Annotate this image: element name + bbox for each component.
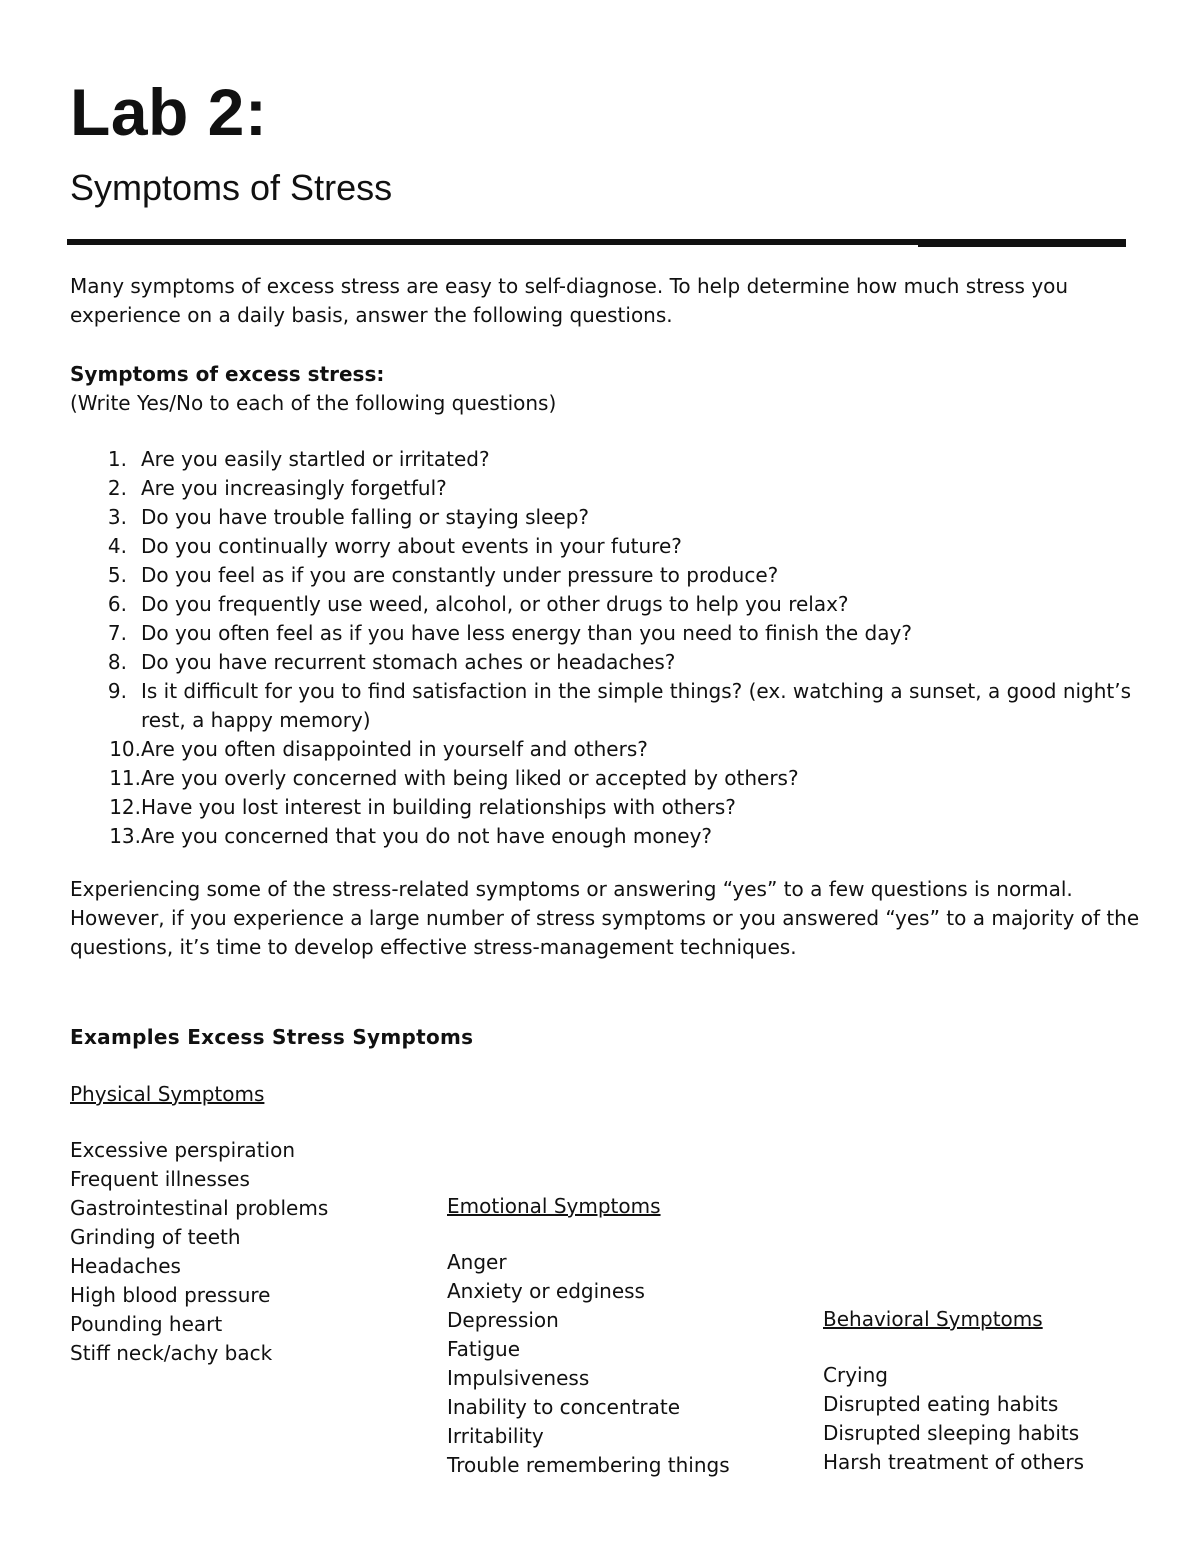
question-item (70, 648, 1140, 677)
intro-paragraph: Many symptoms of excess stress are easy to self-diagnose. To help determine how much stress you experience on a daily basis, answer the following questions. (70, 274, 1069, 327)
emotional-symptom-item: Trouble remembering things (447, 1453, 730, 1477)
questionnaire-heading: Symptoms of excess stress: (70, 362, 385, 386)
question-item (70, 532, 1140, 561)
question-number: 3. (107, 505, 127, 529)
emotional-symptoms-heading: Emotional Symptoms (447, 1194, 661, 1218)
physical-symptoms-heading: Physical Symptoms (70, 1082, 265, 1106)
emotional-symptom-item: Inability to concentrate (447, 1395, 681, 1419)
emotional-symptom-item: Depression (447, 1308, 559, 1332)
question-text: Do you continually worry about events in your future? (141, 534, 682, 558)
behavioral-symptoms-list (823, 1361, 1084, 1477)
question-text: Are you concerned that you do not have enough money? (141, 824, 713, 848)
physical-symptom-item: Gastrointestinal problems (70, 1196, 329, 1220)
emotional-symptom-item: Anxiety or edginess (447, 1279, 645, 1303)
page-subtitle: Symptoms of Stress (70, 167, 393, 208)
behavioral-symptom-item: Crying (823, 1363, 888, 1387)
emotional-symptom-item: Irritability (447, 1424, 544, 1448)
question-number: 10. (109, 737, 141, 761)
behavioral-symptoms-heading: Behavioral Symptoms (823, 1307, 1043, 1331)
physical-symptom-item: Grinding of teeth (70, 1225, 241, 1249)
question-item (70, 735, 1140, 764)
question-item (70, 822, 1140, 851)
question-text: Do you feel as if you are constantly under pressure to produce? (141, 563, 779, 587)
physical-symptom-item: Headaches (70, 1254, 181, 1278)
question-number: 12. (109, 795, 141, 819)
question-text: Is it difficult for you to find satisfaction in the simple things? (ex. watching a sunset, a good night’s rest, a happy memory) (141, 679, 1132, 732)
question-text: Have you lost interest in building relationships with others? (141, 795, 736, 819)
question-item (70, 793, 1140, 822)
question-item (70, 619, 1140, 648)
question-number: 9. (107, 679, 127, 703)
physical-symptom-item: High blood pressure (70, 1283, 271, 1307)
questionnaire-instruction: (Write Yes/No to each of the following questions) (70, 391, 557, 415)
question-text: Are you increasingly forgetful? (141, 476, 447, 500)
question-item (70, 764, 1140, 793)
physical-symptoms-list (70, 1136, 328, 1368)
page-title: Lab 2: (70, 75, 268, 149)
title-divider-accent (918, 239, 1126, 247)
question-number: 2. (107, 476, 127, 500)
physical-symptom-item: Excessive perspiration (70, 1138, 295, 1162)
question-number: 5. (107, 563, 127, 587)
question-item (70, 474, 1140, 503)
emotional-symptoms-list (447, 1248, 730, 1480)
question-number: 4. (107, 534, 127, 558)
physical-symptom-item: Pounding heart (70, 1312, 223, 1336)
physical-symptom-item: Frequent illnesses (70, 1167, 250, 1191)
physical-symptom-item: Stiff neck/achy back (70, 1341, 273, 1365)
emotional-symptom-item: Anger (447, 1250, 507, 1274)
behavioral-symptom-item: Disrupted sleeping habits (823, 1421, 1080, 1445)
question-number: 6. (107, 592, 127, 616)
emotional-symptom-item: Fatigue (447, 1337, 520, 1361)
question-item (70, 445, 1140, 474)
question-item (70, 677, 1140, 735)
behavioral-symptom-item: Harsh treatment of others (823, 1450, 1084, 1474)
question-number: 11. (109, 766, 141, 790)
question-list (70, 445, 1140, 851)
question-text: Do you frequently use weed, alcohol, or other drugs to help you relax? (141, 592, 849, 616)
conclusion-paragraph: Experiencing some of the stress-related symptoms or answering “yes” to a few questions is normal. However, if you experience a large number of stress symptoms or you answered “yes” to a majority of the questions, it’s time to develop effective stress-management techniques. (70, 877, 1140, 959)
behavioral-symptom-item: Disrupted eating habits (823, 1392, 1059, 1416)
question-item (70, 590, 1140, 619)
question-number: 1. (107, 447, 127, 471)
question-text: Do you have trouble falling or staying sleep? (141, 505, 590, 529)
question-item (70, 561, 1140, 590)
question-text: Do you often feel as if you have less energy than you need to finish the day? (141, 621, 912, 645)
examples-heading: Examples Excess Stress Symptoms (70, 1025, 474, 1049)
question-number: 13. (109, 824, 141, 848)
question-text: Are you overly concerned with being liked or accepted by others? (141, 766, 799, 790)
question-number: 8. (107, 650, 127, 674)
question-text: Are you easily startled or irritated? (141, 447, 490, 471)
emotional-symptom-item: Impulsiveness (447, 1366, 590, 1390)
question-text: Are you often disappointed in yourself and others? (141, 737, 648, 761)
question-item (70, 503, 1140, 532)
question-text: Do you have recurrent stomach aches or headaches? (141, 650, 676, 674)
question-number: 7. (107, 621, 127, 645)
